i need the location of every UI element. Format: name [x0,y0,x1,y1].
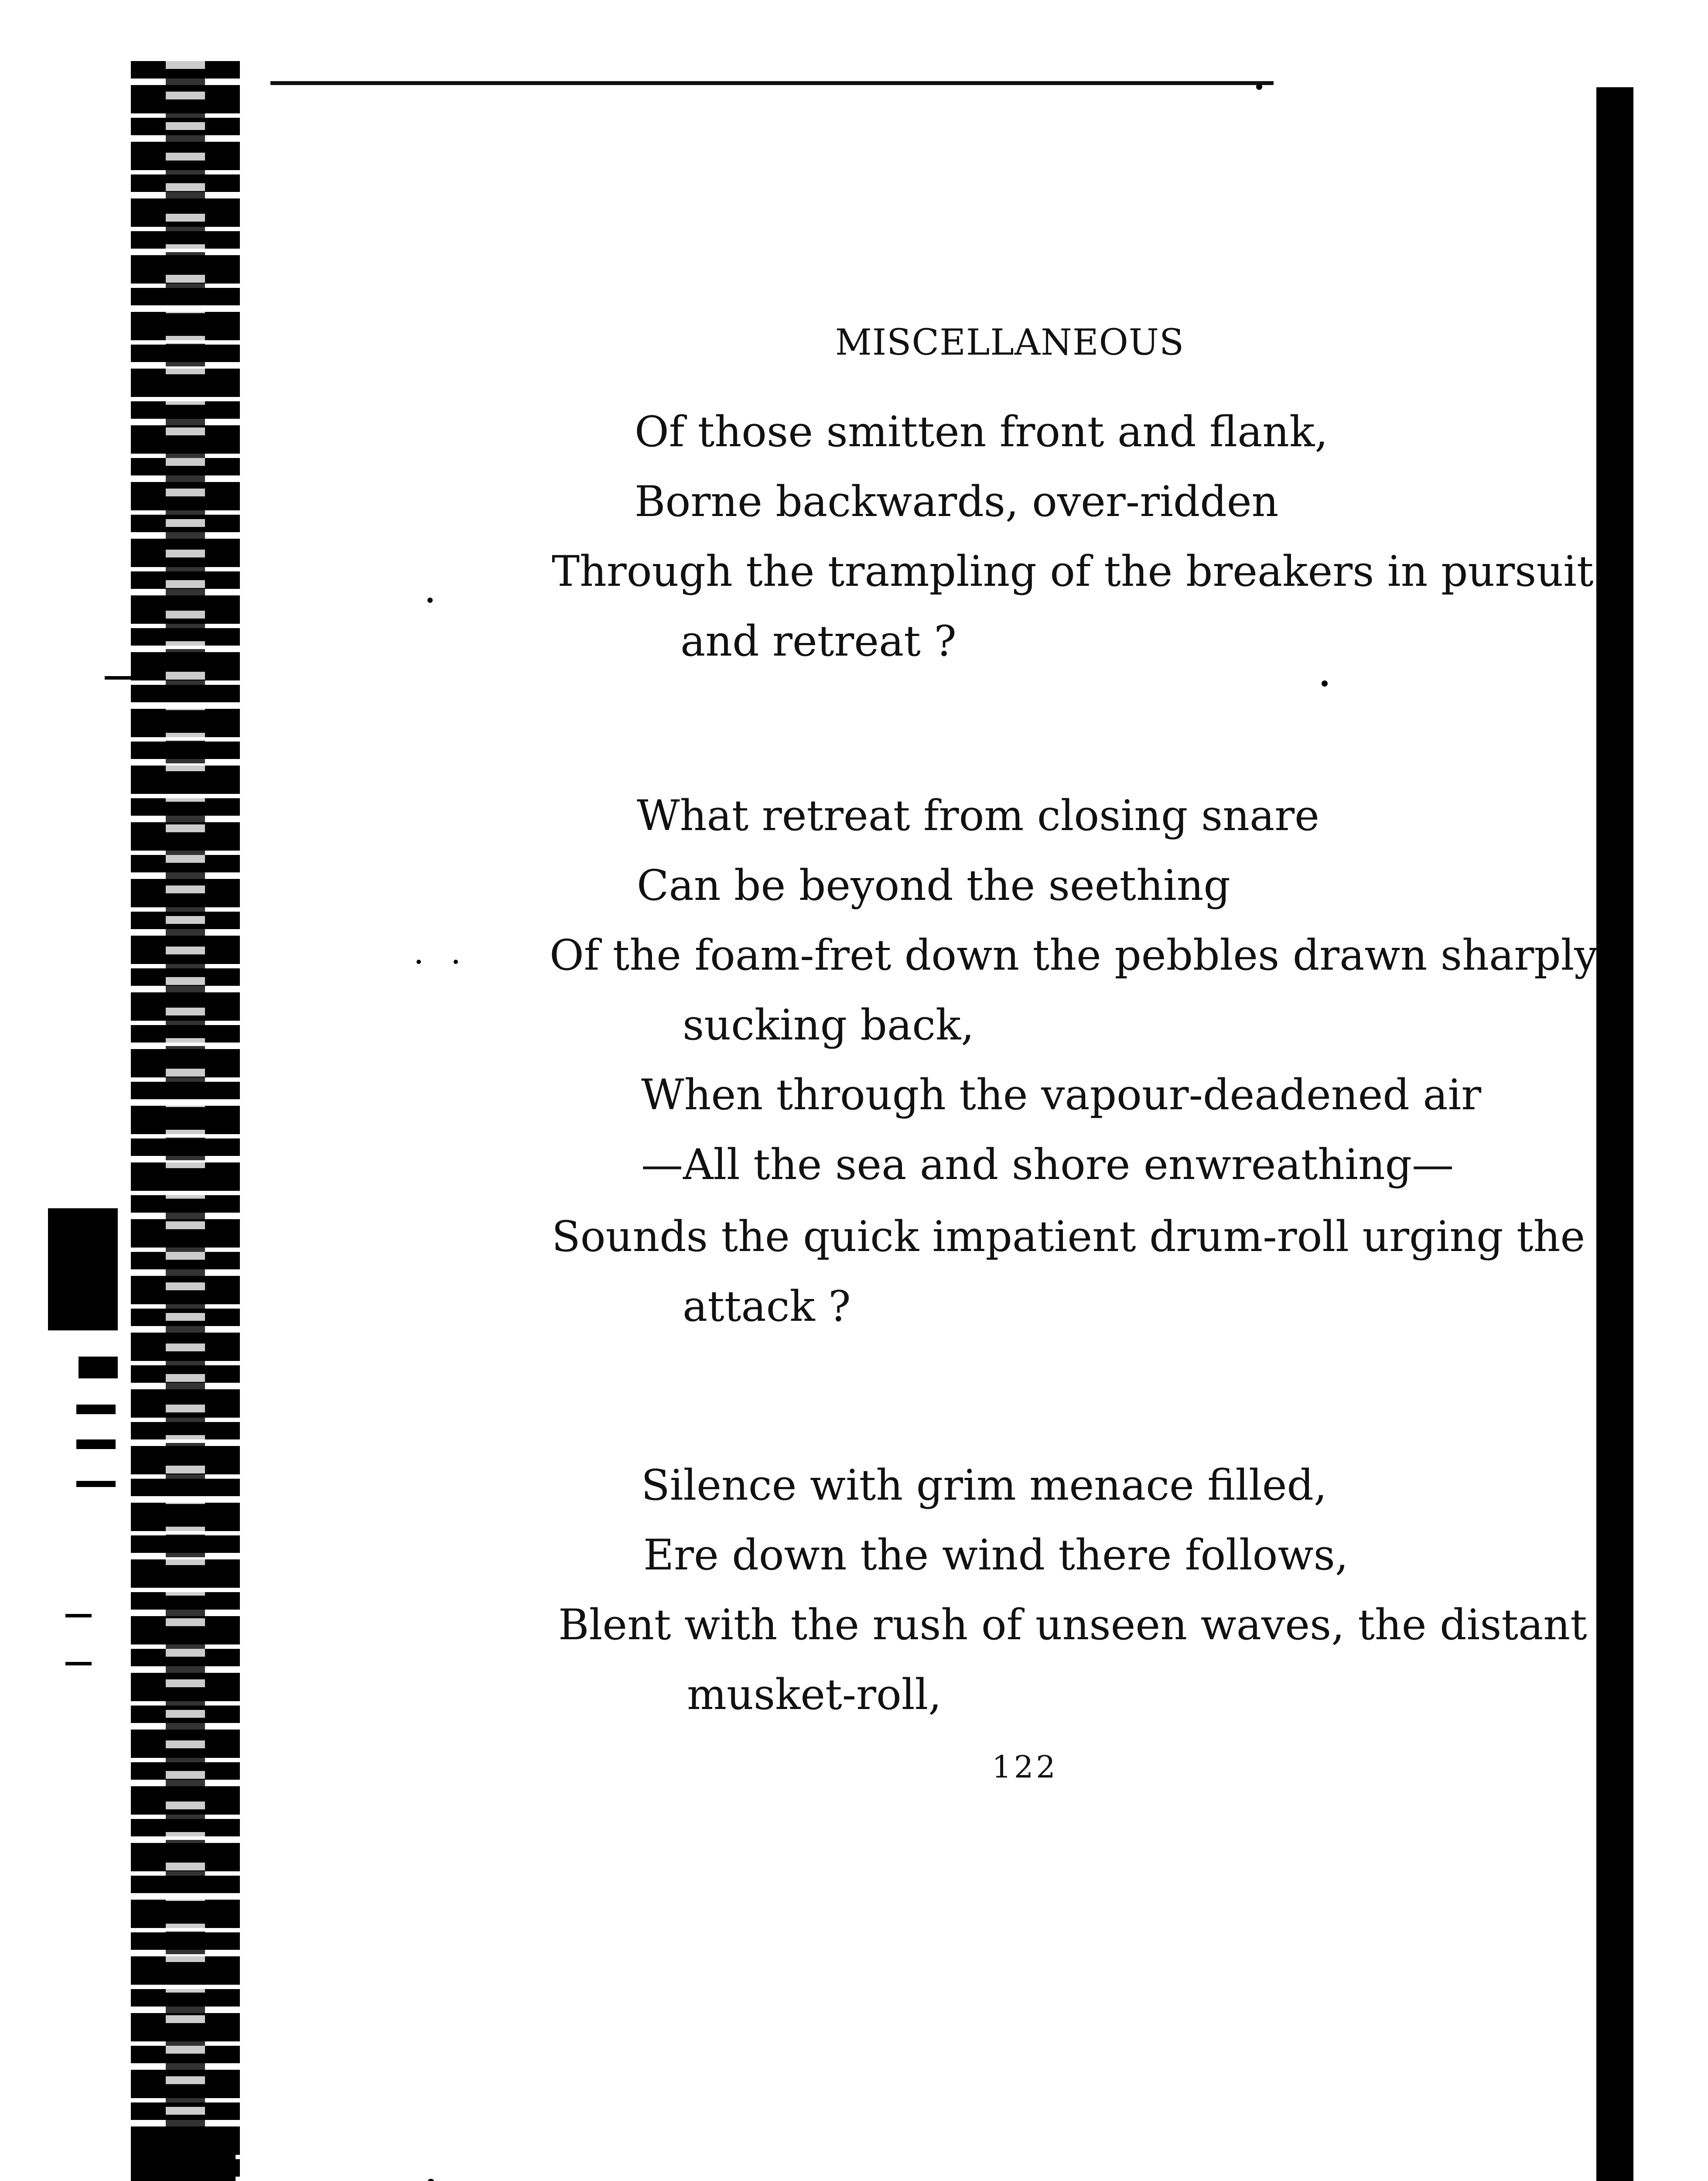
poem-line: Blent with the rush of unseen waves, the distant [558,1600,1587,1649]
scan-mark [105,676,131,680]
scan-mark [76,1405,116,1414]
top-rule [270,81,1274,85]
poem-line: attack ? [683,1282,851,1331]
poem-line: Can be beyond the seething [637,861,1230,910]
scan-binding-corner [131,2129,236,2181]
scan-speck [1256,84,1262,90]
scan-speck [427,598,433,603]
scan-mark [79,1357,118,1378]
scan-speck [1322,680,1328,687]
scan-mark [65,1662,92,1665]
poem-line: Silence with grim menace filled, [641,1461,1327,1510]
scan-mark [65,1614,92,1617]
scan-mark [76,1439,116,1449]
poem-line: and retreat ? [680,617,956,666]
poem-line: Borne backwards, over-ridden [635,477,1279,526]
poem-line: What retreat from closing snare [637,791,1319,840]
scan-mark [76,1481,116,1487]
scan-binding-texture [166,61,205,2181]
poem-line: When through the vapour-deadened air [641,1070,1482,1119]
scan-speck [427,2179,434,2181]
poem-line: sucking back, [683,1001,974,1049]
poem-line: Ere down the wind there follows, [643,1531,1349,1579]
scan-mark [48,1208,118,1330]
page-number: 122 [992,1749,1058,1785]
scan-speck [454,960,458,964]
poem-line: musket-roll, [687,1670,942,1719]
poem-line: —All the sea and shore enwreathing— [641,1140,1454,1189]
poem-line: Sounds the quick impatient drum-roll urging the [552,1212,1585,1261]
poem-line: Of the foam-fret down the pebbles drawn sharply [550,931,1598,980]
scan-right-edge [1596,87,1633,2181]
running-header: MISCELLANEOUS [835,322,1185,363]
poem-line: Through the trampling of the breakers in pursuit [552,547,1594,596]
poem-line: Of those smitten front and flank, [635,407,1328,456]
scan-speck [417,960,421,964]
